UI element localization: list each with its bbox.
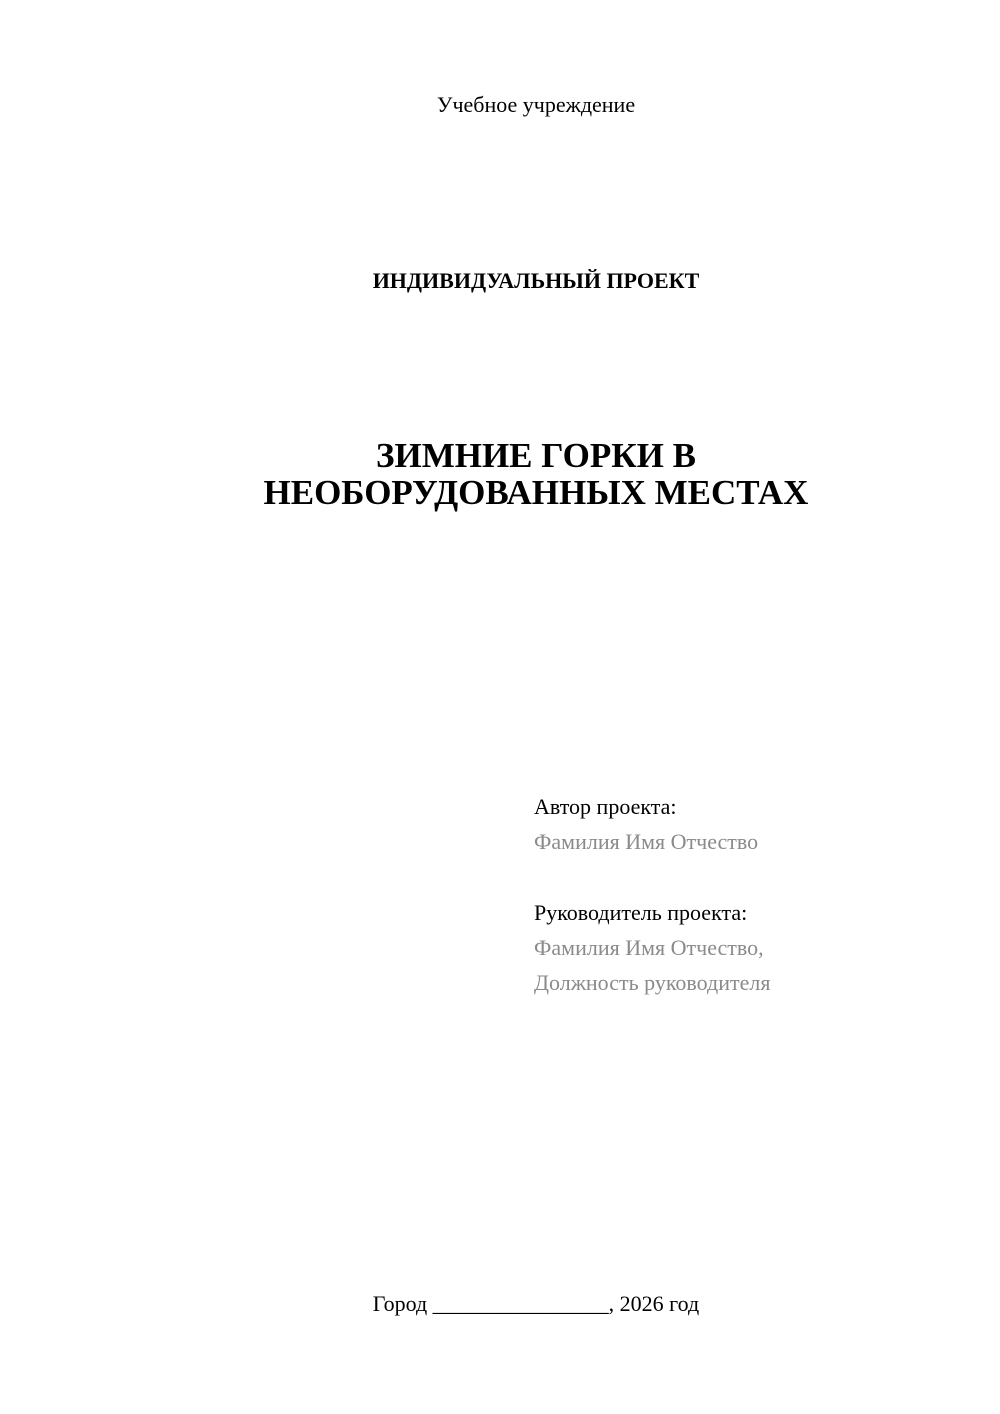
project-credits bbox=[534, 789, 974, 1000]
supervisor-label: Руководитель проекта: bbox=[534, 900, 748, 925]
supervisor-position: Должность руководителя bbox=[534, 970, 771, 995]
project-type-heading: ИНДИВИДУАЛЬНЫЙ ПРОЕКТ bbox=[372, 268, 700, 293]
institution-name: Учебное учреждение bbox=[436, 92, 636, 117]
author-name: Фамилия Имя Отчество bbox=[534, 829, 759, 854]
city-year-line: Город ________________, 2026 год bbox=[372, 1291, 700, 1316]
project-title-line-1: ЗИМНИЕ ГОРКИ В bbox=[376, 436, 696, 475]
supervisor-name: Фамилия Имя Отчество, bbox=[534, 935, 764, 960]
project-title-line-2: НЕОБОРУДОВАННЫХ МЕСТАХ bbox=[263, 473, 809, 512]
project-title bbox=[0, 437, 1000, 511]
author-label: Автор проекта: bbox=[534, 794, 677, 819]
credits-spacer bbox=[534, 859, 974, 895]
